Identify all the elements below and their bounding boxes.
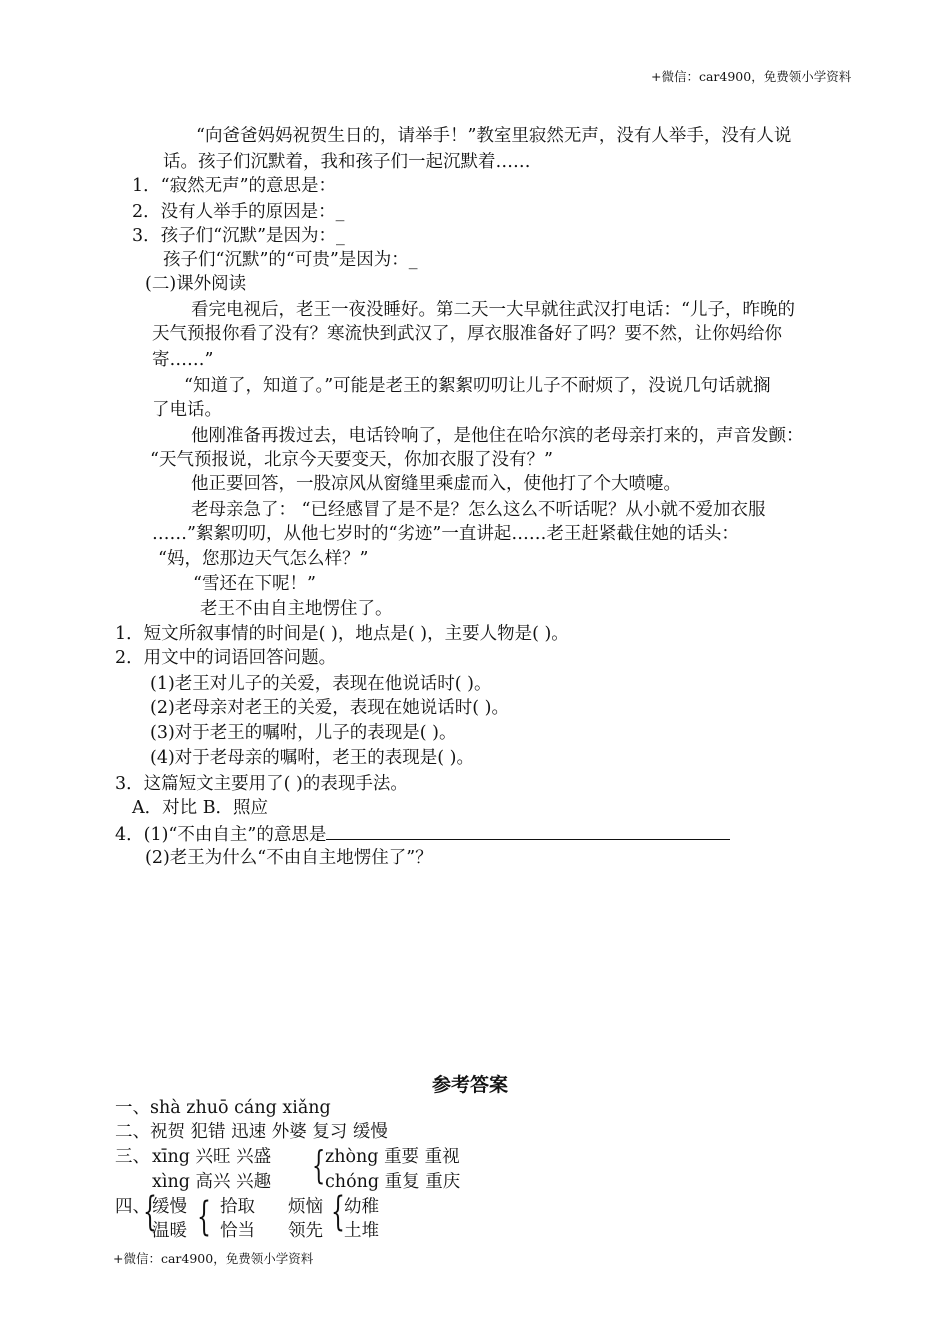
section2-p5-line1: 老母亲急了： “已经感冒了是不是？怎么这么不听话呢？从小就不爱加衣服 xyxy=(191,500,766,520)
question-1-1: 1．“寂然无声”的意思是： xyxy=(132,176,337,196)
brace-icon: { xyxy=(312,1143,326,1187)
answer-3-row4: chóng 重复 重庆 xyxy=(325,1172,461,1192)
brace-icon: { xyxy=(143,1189,157,1235)
answer-3-prefix: 三、 xyxy=(115,1147,150,1167)
answer-2: 二、祝贺 犯错 迅速 外婆 复习 缓慢 xyxy=(115,1122,388,1142)
answer-4-col4-top: 幼稚 xyxy=(344,1197,379,1217)
question-2-4-1 xyxy=(115,821,730,847)
section2-p3-line1: 他刚准备再拨过去，电话铃响了，是他住在哈尔滨的老母亲打来的，声音发颤： xyxy=(191,426,804,446)
footer-note: +微信：car4900，免费领小学资料 xyxy=(113,1251,314,1266)
question-2-2-3: (3)对于老王的嘱咐，儿子的表现是( )。 xyxy=(150,723,457,743)
section2-p5-line2: ……”絮絮叨叨，从他七岁时的“劣迹”一直讲起……老王赶紧截住她的话头： xyxy=(152,524,739,544)
question-1-2: 2．没有人举手的原因是：_ xyxy=(132,202,345,222)
brace-icon: { xyxy=(331,1189,345,1235)
question-1-3: 3．孩子们“沉默”是因为：_ xyxy=(132,226,345,246)
section2-p4: 他正要回答，一股凉风从窗缝里乘虚而入，使他打了个大喷嚏。 xyxy=(191,474,681,494)
question-2-2-4: (4)对于老母亲的嘱咐，老王的表现是( )。 xyxy=(150,748,475,768)
section2-p1-line3: 寄……” xyxy=(152,350,214,370)
answer-4-col3-top: 烦恼 xyxy=(288,1197,323,1217)
answers-title: 参考答案 xyxy=(432,1074,509,1096)
answer-4-col2-top: 拾取 xyxy=(220,1197,255,1217)
answer-4-col2-bottom: 恰当 xyxy=(220,1221,255,1241)
answer-4-col1-top: 缓慢 xyxy=(152,1197,187,1217)
section2-heading: (二)课外阅读 xyxy=(145,274,247,294)
question-2-4-1-text: 4．(1)“不由自主”的意思是 xyxy=(115,825,327,845)
answer-4-col3-bottom: 领先 xyxy=(288,1221,323,1241)
answer-3-row3: zhòng 重要 重视 xyxy=(325,1147,460,1167)
passage1-line1: “向爸爸妈妈祝贺生日的，请举手！”教室里寂然无声，没有人举手，没有人说 xyxy=(196,126,792,146)
question-1-3b: 孩子们“沉默”的“可贵”是因为：_ xyxy=(163,250,418,270)
question-2-2-1: (1)老王对儿子的关爱，表现在他说话时( )。 xyxy=(150,674,492,694)
answer-4-col1-bottom: 温暖 xyxy=(152,1221,187,1241)
question-2-3-options: A．对比 B．照应 xyxy=(132,798,269,818)
section2-p7: 老王不由自主地愣住了。 xyxy=(200,599,393,619)
answer-3-row2: xìng 高兴 兴趣 xyxy=(152,1172,272,1192)
question-2-3: 3．这篇短文主要用了( )的表现手法。 xyxy=(115,774,408,794)
section2-p3-line2: “天气预报说，北京今天要变天，你加衣服了没有？” xyxy=(150,450,553,470)
passage1-line2: 话。孩子们沉默着，我和孩子们一起沉默着…… xyxy=(163,152,531,172)
answer-4-col4-bottom: 土堆 xyxy=(344,1221,379,1241)
question-2-2-2: (2)老母亲对老王的关爱，表现在她说话时( )。 xyxy=(150,698,510,718)
section2-p2-line2: 了电话。 xyxy=(152,400,222,420)
brace-icon: { xyxy=(197,1194,211,1240)
question-2-2: 2．用文中的词语回答问题。 xyxy=(115,648,337,668)
section2-p6: “雪还在下呢！” xyxy=(193,574,316,594)
section2-p2-line1: “知道了，知道了。”可能是老王的絮絮叨叨让儿子不耐烦了，没说几句话就搁 xyxy=(184,376,771,396)
section2-p5-line3: “妈，您那边天气怎么样？” xyxy=(158,549,369,569)
answer-blank-line xyxy=(326,821,730,840)
answer-4-prefix: 四、 xyxy=(115,1197,150,1217)
question-2-4-2: (2)老王为什么“不由自主地愣住了”？ xyxy=(145,848,433,868)
header-note: +微信：car4900，免费领小学资料 xyxy=(651,69,852,84)
section2-p1-line2: 天气预报你看了没有？寒流快到武汉了，厚衣服准备好了吗？要不然，让你妈给你 xyxy=(152,324,782,344)
section2-p1-line1: 看完电视后，老王一夜没睡好。第二天一大早就往武汉打电话：“儿子，昨晚的 xyxy=(191,300,795,320)
question-2-1: 1．短文所叙事情的时间是( )，地点是( )，主要人物是( )。 xyxy=(115,624,569,644)
answer-3-row1: xīng 兴旺 兴盛 xyxy=(152,1147,272,1167)
answer-1: 一、shà zhuō cáng xiǎng xyxy=(115,1098,331,1118)
